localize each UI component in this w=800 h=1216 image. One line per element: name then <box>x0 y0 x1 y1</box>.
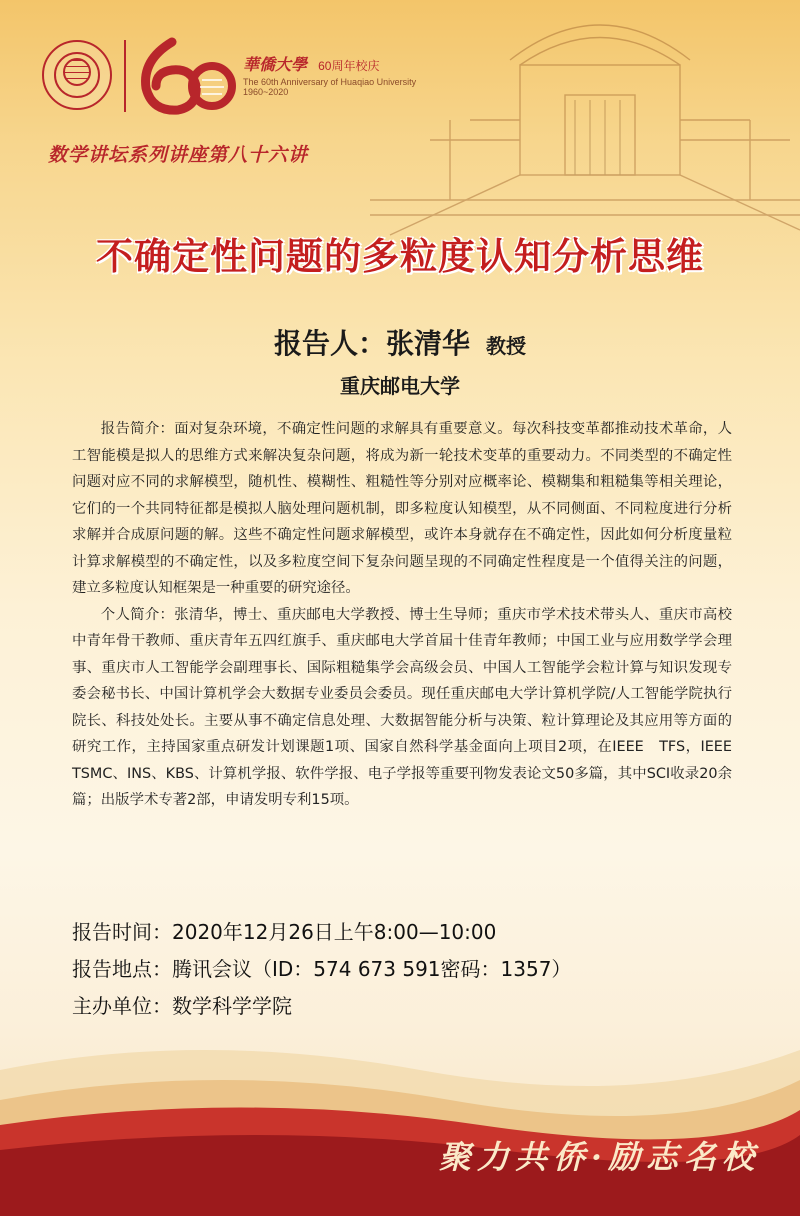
abstract-paragraph: 报告简介：面对复杂环境，不确定性问题的求解具有重要意义。每次科技变革都推动技术革命，人工智能模是拟人的思维方式来解决复杂问题，将成为新一轮技术变革的重要动力。不同类型的不确定性问题对应不同的求解模型，随机性、模糊性、粗糙性等分别对应概率论、模糊集和粗糙集等相关理论，它们的一个共同特征都是模拟人脑处理问题机制，即多粒度认知模型，从不同侧面、不同粒度进行分析求解并合成原问题的解。这些不确定性问题求解模型，或许本身就存在不确定性，因此如何分析度量粒计算求解模型的不确定性，以及多粒度空间下复杂问题呈现的不同确定性程度是一个值得关注的问题，建立多粒度认知框架是一种重要的研究途径。 <box>72 421 732 596</box>
lecture-series-label: 数学讲坛系列讲座第八十六讲 <box>48 144 309 166</box>
header-divider <box>124 40 126 112</box>
university-seal-logo <box>42 40 112 110</box>
event-time: 报告时间：2020年12月26日上午8:00—10:00 <box>72 920 497 944</box>
lecture-title: 不确定性问题的多粒度认知分析思维 <box>96 235 704 278</box>
anniversary-60-logo <box>132 30 242 120</box>
speaker-name: 张清华 <box>386 327 471 360</box>
anniversary-english: The 60th Anniversary of Huaqiao University <box>243 77 417 87</box>
anniversary-event: 60周年校庆 <box>318 59 380 73</box>
footer-wave-decoration <box>0 1030 800 1216</box>
anniversary-text <box>243 52 463 97</box>
speaker-label: 报告人： <box>273 327 386 360</box>
anniversary-school-name: 華僑大學 <box>243 55 308 74</box>
speaker-affiliation: 重庆邮电大学 <box>340 374 460 398</box>
speaker-line <box>0 322 800 362</box>
event-venue: 报告地点：腾讯会议（ID：574 673 591密码：1357） <box>72 957 572 981</box>
anniversary-years: 1960~2020 <box>243 87 289 97</box>
description-body <box>72 416 747 814</box>
bio-paragraph: 个人简介：张清华，博士、重庆邮电大学教授、博士生导师；重庆市学术技术带头人、重庆市高校中青年骨干教师、重庆青年五四红旗手、重庆邮电大学首届十佳青年教师；中国工业与应用数学学会理事、重庆市人工智能学会副理事长、国际粗糙集学会高级会员、中国人工智能学会粒计算与知识发现专委会秘书长、中国计算机学会大数据专业委员会委员。现任重庆邮电大学计算机学院/人工智能学院执行院长、科技处处长。主要从事不确定信息处理、大数据智能分析与决策、粒计算理论及其应用等方面的研究工作，主持国家重点研发计划课题1项、国家自然科学基金面向上项目2项，在IEEE TFS，IEEE TSMC、INS、KBS、计算机学报、软件学报、电子学报等重要刊物发表论文50多篇，其中SCI收录20余篇；出版学术专著2部，申请发明专利15项。 <box>72 606 747 808</box>
speaker-title: 教授 <box>486 334 527 358</box>
event-info <box>72 914 732 1025</box>
footer-slogan: 聚力共侨·励志名校 <box>438 1138 760 1176</box>
header <box>0 0 800 130</box>
event-host: 主办单位：数学科学学院 <box>72 994 292 1018</box>
